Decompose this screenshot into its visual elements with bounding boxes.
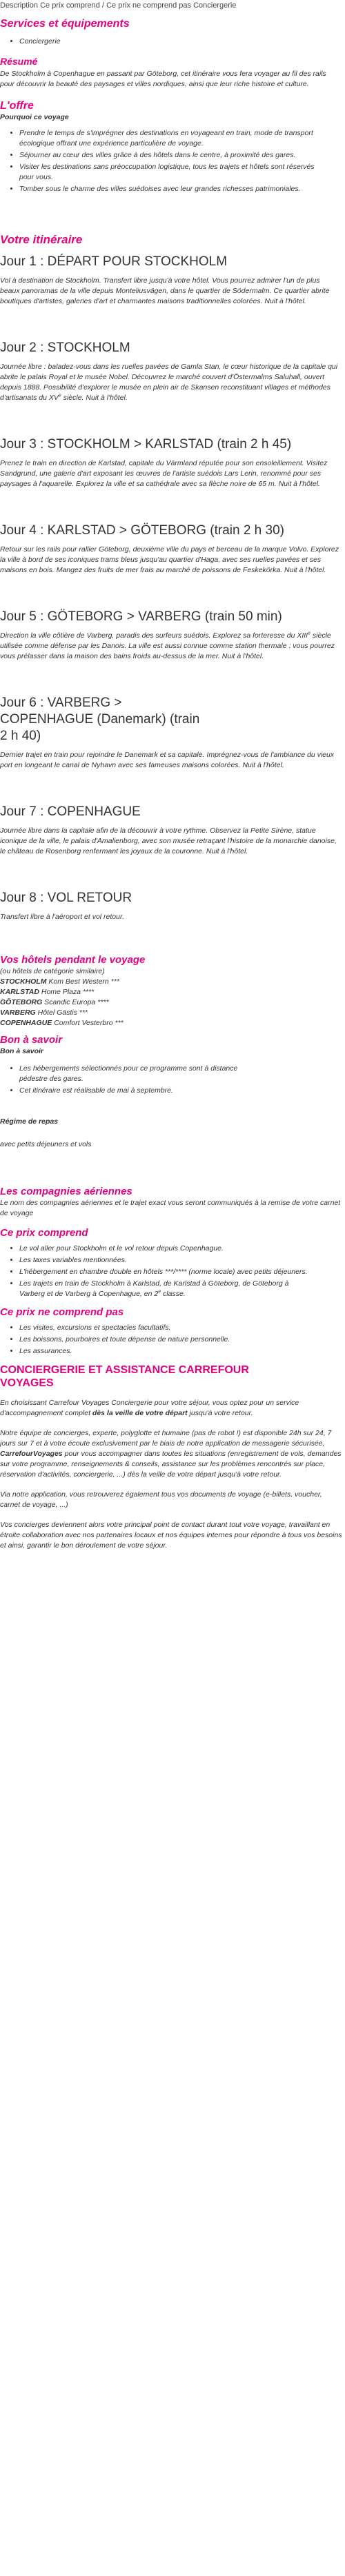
bon-a-savoir-list (19, 1064, 345, 1096)
list-item-part: Les trajets en train de Stockholm à Karlstad, de Karlstad à Göteborg, de Göteborg à Varberg et de Varberg à Copenhague, en 2 (19, 1279, 289, 1298)
day-4 (0, 523, 345, 576)
superscript: e (158, 1289, 161, 1295)
bon-a-savoir-title: Bon à savoir (0, 1034, 63, 1046)
text-bold: CarrefourVoyages (0, 1450, 63, 1458)
prix-ne-comprend-title: Ce prix ne comprend pas (0, 1306, 124, 1318)
list-item: • Cet itinéraire est réalisable de mai à septembre. (19, 1086, 241, 1096)
list-item: • Tomber sous le charme des villes suédoises avec leur grandes richesses patrimoniales. (19, 184, 324, 194)
list-item: • Les assurances. (19, 1346, 345, 1357)
list-item: • Prendre le temps de s'imprégner des destinations en voyageant en train, mode de transport écologique offrant une expérience particulière de voyage. (19, 128, 324, 149)
hotels-note: (ou hôtels de catégorie similaire) (0, 967, 105, 975)
hotel-city: VARBERG (0, 1008, 36, 1017)
tab-bar (0, 0, 345, 10)
resume-text: De Stockholm à Copenhague en passant par Göteborg, cet itinéraire vous fera voyager au fil des rails pour découvrir la beauté des paysages et villes nordiques, ainsi que leur riche histoire et culture. (0, 70, 326, 88)
day-title: Jour 4 : KARLSTAD > GÖTEBORG (train 2 h 30) (0, 523, 284, 538)
list-item: • Conciergerie (19, 37, 345, 47)
hotels-list (0, 977, 345, 1028)
prix-ne-comprend-list (19, 1323, 345, 1357)
day-7 (0, 804, 345, 857)
day-1 (0, 254, 345, 307)
text-bold: dès la veille de votre départ (92, 1409, 188, 1417)
day-title: Jour 1 : DÉPART POUR STOCKHOLM (0, 254, 228, 269)
day-text: Dernier trajet en train pour rejoindre le Danemark et sa capitale. Imprégnez-vous de l'ambiance du vieux port en longeant le canal de Nyhavn avec ses fameuses maisons colorées. Nuit à l'hôtel. (0, 751, 335, 769)
tab-separator: / (101, 1, 105, 10)
regime-text: avec petits déjeuners et vols (0, 1140, 92, 1148)
conciergerie-p4: Vos concierges deviennent alors votre principal point de contact durant tout votre voyage, travaillant en étroite collaboration avec nos partenaires locaux et nos équipes internes pour répondre à tous vos besoins et ainsi, garantir le bon déroulement de votre séjour. (0, 1521, 342, 1550)
services-title: Services et équipements (0, 18, 130, 30)
day-text-part: Direction la ville côtière de Varberg, paradis des surfeurs suédois. Explorez sa forteresse du XIII (0, 631, 308, 640)
hotel-name: Hôtel Gästis *** (35, 1008, 88, 1017)
text-part: pour vous accompagner dans toutes les situations (enregistrement de vols, demandes sur votre programme, renseignements & conseils, assistance sur les problèmes rencontrés sur place, réservation d'activités, conciergerie, ...) dès la veille de votre départ jusqu'à votre retour. (0, 1450, 342, 1479)
hotel-name: Kom Best Western *** (46, 977, 119, 986)
tab-description[interactable]: Description (0, 1, 39, 10)
conciergerie-p1 (0, 1398, 345, 1419)
tab-concierge[interactable]: Conciergerie (193, 1, 237, 10)
day-title: Jour 5 : GÖTEBORG > VARBERG (train 50 min) (0, 609, 282, 624)
day-3 (0, 436, 345, 489)
day-2 (0, 340, 345, 403)
itineraire-title: Votre itinéraire (0, 233, 83, 246)
day-8 (0, 890, 345, 922)
list-item: • L'hébergement en chambre double en hôtels ***/**** (norme locale) avec petits déjeuners. (19, 1267, 310, 1277)
day-text (0, 362, 345, 403)
hotel-city: KARLSTAD (0, 988, 39, 996)
list-item: • Les boissons, pourboires et toute dépense de nature personnelle. (19, 1335, 345, 1345)
prix-comprend-list (19, 1244, 345, 1299)
hotel-city: COPENHAGUE (0, 1019, 52, 1027)
day-text-part: siècle. Nuit à l'hôtel. (61, 394, 128, 402)
hotel-city: GÖTEBORG (0, 998, 43, 1006)
day-text: Transfert libre à l'aéroport et vol retour. (0, 913, 124, 921)
list-item (19, 1279, 310, 1299)
day-text: Vol à destination de Stockholm. Transfert libre jusqu'à votre hôtel. Vous pourrez admirer l'un de plus beaux panoramas de la ville depuis Monteliusvägen, dans le quartier de Södermalm. Ce quartier abrite boutiques d'artistes, galeries d'art et charmantes maisons traditionnelles colorées. Nuit à l'hôtel. (0, 276, 330, 305)
compagnies-text: Le nom des compagnies aériennes et le trajet exact vous seront communiqués à la remise de votre carnet de voyage (0, 1199, 341, 1217)
compagnies-title: Les compagnies aériennes (0, 1186, 132, 1197)
day-title: Jour 3 : STOCKHOLM > KARLSTAD (train 2 h 45) (0, 437, 292, 452)
offre-title: L'offre (0, 100, 34, 112)
day-text: Retour sur les rails pour rallier Göteborg, deuxième ville du pays et berceau de la marque Volvo. Explorez la ville à bord de ses iconiques trams bleus jusqu'au quartier d'Haga, avec ses ruelles pavées et ses maisons en bois. Mangez des fruits de mer frais au marché de poissons de Feskekörka. Nuit à l'hôtel. (0, 545, 339, 574)
resume-title: Résumé (0, 56, 38, 67)
hotel-item (0, 1008, 345, 1018)
list-item: • Les hébergements sélectionnés pour ce programme sont à distance pédestre des gares. (19, 1064, 241, 1084)
list-item: • Les taxes variables mentionnées. (19, 1255, 310, 1266)
day-text (0, 631, 345, 662)
hotel-item (0, 977, 345, 987)
superscript: e (58, 393, 61, 398)
hotel-name: Home Plaza **** (39, 988, 95, 996)
day-5 (0, 609, 345, 662)
prix-comprend-title: Ce prix comprend (0, 1227, 88, 1239)
text-part: Notre équipe de concierges, experte, polyglotte et humaine (pas de robot !) est disponible 24h sur 24, 7 jours sur 7 et à votre écoute exclusivement par le biais de notre application de messagerie sécurisée, (0, 1429, 332, 1448)
regime-title: Régime de repas (0, 1117, 59, 1126)
tab-includes[interactable]: Ce prix comprend (40, 1, 100, 10)
day-text: Journée libre dans la capitale afin de la découvrir à votre rythme. Observez la Petite Sirène, statue iconique de la ville, le palais d'Amalienborg, avec son musée retraçant l'histoire de la monarchie danoise, le château de Rosenborg renfermant les joyaux de la couronne. Nuit à l'hôtel. (0, 826, 337, 855)
day-6 (0, 695, 345, 771)
day-title: Jour 2 : STOCKHOLM (0, 341, 130, 355)
superscript: e (308, 631, 310, 636)
list-item-part: classe. (161, 1290, 186, 1298)
hotel-item (0, 987, 345, 997)
hotel-item (0, 997, 345, 1008)
list-item: • Séjourner au cœur des villes grâce à des hôtels dans le centre, à proximité des gares. (19, 150, 324, 161)
conciergerie-p3: Via notre application, vous retrouverez également tous vos documents de voyage (e-billets, voucher, carnet de voyage, ...) (0, 1490, 322, 1509)
hotel-item (0, 1018, 345, 1028)
day-title: Jour 8 : VOL RETOUR (0, 891, 132, 905)
list-item: • Le vol aller pour Stockholm et le vol retour depuis Copenhague. (19, 1244, 310, 1254)
conciergerie-p2 (0, 1428, 345, 1480)
tab-excludes[interactable]: Ce prix ne comprend pas (106, 1, 192, 10)
conciergerie-title: CONCIERGERIE ET ASSISTANCE CARREFOUR VOYAGES (0, 1364, 249, 1389)
text-part: En choisissant Carrefour Voyages Conciergerie pour votre séjour, vous optez pour un service d'accompagnement complet (0, 1399, 299, 1417)
list-item: • Visiter les destinations sans préoccupation logistique, tous les trajets et hôtels sont réservés pour vous. (19, 162, 324, 183)
hotel-name: Comfort Vesterbro *** (52, 1019, 124, 1027)
bon-a-savoir-subtitle: Bon à savoir (0, 1047, 44, 1055)
hotel-name: Scandic Europa **** (42, 998, 109, 1006)
offre-subtitle: Pourquoi ce voyage (0, 113, 69, 121)
hotels-title: Vos hôtels pendant le voyage (0, 954, 146, 966)
day-text-part: siècle utilisée comme défense par les Danois. La ville est aussi connue comme station thermale : vous pourrez vous prélasser dans la maison des bains froids au-dessus de la mer. Nuit à l'hôtel. (0, 631, 335, 660)
day-title: Jour 6 : VARBERG > COPENHAGUE (Danemark) (train 2 h 40) (0, 696, 200, 743)
hotel-city: STOCKHOLM (0, 977, 47, 986)
day-title: Jour 7 : COPENHAGUE (0, 804, 141, 819)
list-item: • Les visites, excursions et spectacles facultatifs. (19, 1323, 345, 1333)
services-list (19, 37, 345, 47)
day-text: Prenez le train en direction de Karlstad, capitale du Värmland réputée pour son ensoleillement. Visitez Sandgrund, une galerie d'art exposant les œuvres de l'artiste suédois Lars Lerin, renommé pour ses paysages à l'aquarelle. Explorez la ville et sa cathédrale avec sa flèche noire de 65 m. Nuit à l'hôtel. (0, 459, 328, 488)
day-text-part: Journée libre : baladez-vous dans les ruelles pavées de Gamla Stan, le cœur historique de la capitale qui abrite le palais Royal et le musée Nobel. Découvrez le marché couvert d'Östermalms Saluhall, ouvert depuis 1888. Possibilité d'explorer le musée en plein air de Skansen reconstituant villages et méthodes d'artisanats du XV (0, 363, 338, 402)
text-part: jusqu'à votre retour. (187, 1409, 253, 1417)
offre-list (19, 128, 345, 194)
